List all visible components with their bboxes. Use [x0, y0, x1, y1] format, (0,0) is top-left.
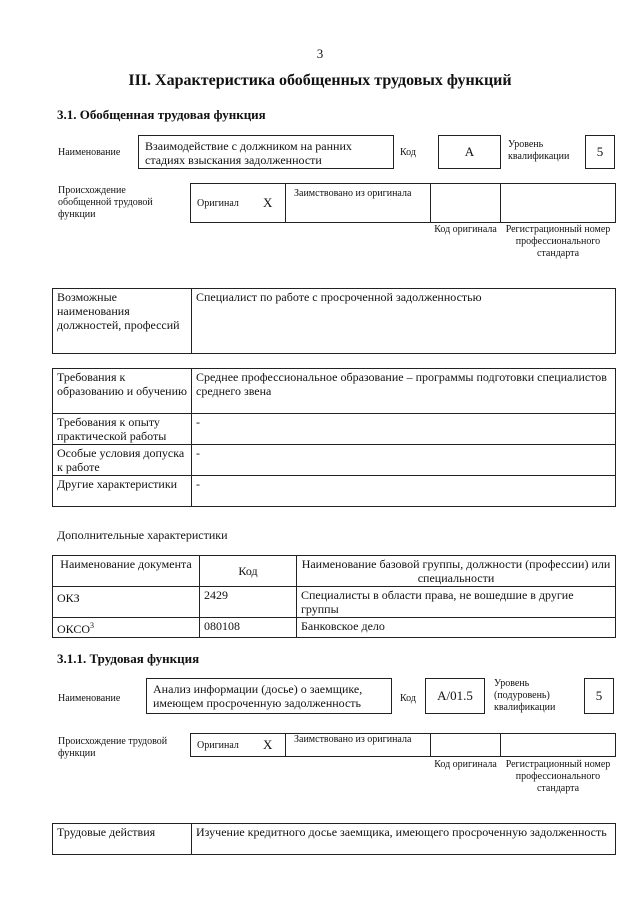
additional-doc [53, 587, 200, 618]
tf-code-value: A/01.5 [437, 688, 473, 703]
gtf-heading: 3.1. Обобщенная трудовая функция [57, 107, 266, 122]
tf-level-box [584, 678, 614, 714]
additional-header-doc: Наименование документа [53, 556, 200, 587]
additional-header-name: Наименование базовой группы, должности (профессии) или специальности [297, 556, 616, 587]
tf-original-label: Оригинал [197, 740, 239, 751]
gtf-level-label: Уровень квалификации [508, 139, 570, 162]
gtf-borrowed-cell [285, 183, 431, 223]
additional-name: Банковское дело [297, 618, 616, 638]
gtf-name-label: Наименование [58, 147, 121, 158]
tf-origin-label: Происхождение трудовой функции [58, 736, 168, 759]
requirement-row [53, 414, 616, 445]
tf-name-label: Наименование [58, 693, 121, 704]
additional-title: Дополнительные характеристики [57, 528, 228, 542]
tf-original-mark: X [263, 737, 273, 752]
requirement-label: Особые условия допуска к работе [53, 445, 192, 476]
gtf-level-value: 5 [596, 144, 604, 159]
tf-reg-caption: Регистрационный номер профессионального стандарта [505, 759, 611, 794]
additional-doc-sup: 3 [90, 621, 95, 630]
additional-header-code: Код [200, 556, 297, 587]
requirement-label: Требования к образованию и обучению [53, 369, 192, 414]
positions-value: Специалист по работе с просроченной задолженностью [192, 289, 616, 354]
additional-doc [53, 618, 200, 638]
gtf-reg-caption: Регистрационный номер профессионального стандарта [505, 224, 611, 259]
requirement-row [53, 369, 616, 414]
gtf-borrowed-label: Заимствовано из оригинала [294, 188, 412, 199]
gtf-original-mark: X [263, 195, 273, 210]
gtf-level-box [585, 135, 615, 169]
tf-borrowed-label: Заимствовано из оригинала [294, 734, 412, 745]
tf-code-box [425, 678, 485, 714]
positions-table [52, 288, 616, 354]
gtf-code-orig-cell [430, 183, 501, 223]
tf-name-box [146, 678, 392, 714]
actions-table [52, 823, 616, 855]
requirement-value: - [192, 445, 616, 476]
actions-value: Изучение кредитного досье заемщика, имеющего просроченную задолженность [192, 824, 616, 855]
additional-table [52, 555, 616, 638]
gtf-code-value: A [464, 144, 475, 159]
additional-code: 2429 [200, 587, 297, 618]
tf-name-value: Анализ информации (досье) о заемщике, имеющем просроченную задолженность [153, 682, 363, 710]
page-number: 3 [316, 46, 324, 61]
tf-code-orig-cell [430, 733, 501, 757]
requirement-value: - [192, 476, 616, 507]
gtf-code-orig-caption: Код оригинала [434, 224, 497, 235]
gtf-original-label: Оригинал [197, 198, 239, 209]
additional-header-row [53, 556, 616, 587]
gtf-origin-label: Происхождение обобщенной трудовой функции [58, 185, 153, 220]
gtf-name-value: Взаимодействие с должником на ранних стадиях взыскания задолженности [145, 139, 352, 167]
requirement-row [53, 476, 616, 507]
additional-doc-text: ОКСО [57, 622, 91, 636]
positions-label: Возможные наименования должностей, профессий [53, 289, 192, 354]
gtf-name-box [138, 135, 394, 169]
table-row [53, 587, 616, 618]
additional-doc-text: ОКЗ [57, 591, 80, 605]
requirement-value: - [192, 414, 616, 445]
gtf-original-cell [190, 183, 286, 223]
tf-code-label: Код [400, 693, 416, 704]
additional-name: Специалисты в области права, не вошедшие в другие группы [297, 587, 616, 618]
tf-code-orig-caption: Код оригинала [434, 759, 497, 770]
requirement-row [53, 445, 616, 476]
table-row [53, 618, 616, 638]
requirement-value: Среднее профессиональное образование – программы подготовки специалистов среднего звена [192, 369, 616, 414]
tf-original-cell [190, 733, 286, 757]
additional-code: 080108 [200, 618, 297, 638]
tf-level-label: Уровень (подуровень) квалификации [494, 678, 556, 713]
tf-reg-cell [500, 733, 616, 757]
gtf-code-box [438, 135, 501, 169]
requirement-label: Требования к опыту практической работы [53, 414, 192, 445]
tf-borrowed-cell [285, 733, 431, 757]
requirement-label: Другие характеристики [53, 476, 192, 507]
gtf-reg-cell [500, 183, 616, 223]
gtf-code-label: Код [400, 147, 416, 158]
requirements-table [52, 368, 616, 507]
tf-level-value: 5 [595, 688, 603, 703]
tf-heading: 3.1.1. Трудовая функция [57, 651, 200, 666]
actions-label: Трудовые действия [53, 824, 192, 855]
section-title: III. Характеристика обобщенных трудовых функций [128, 72, 512, 89]
